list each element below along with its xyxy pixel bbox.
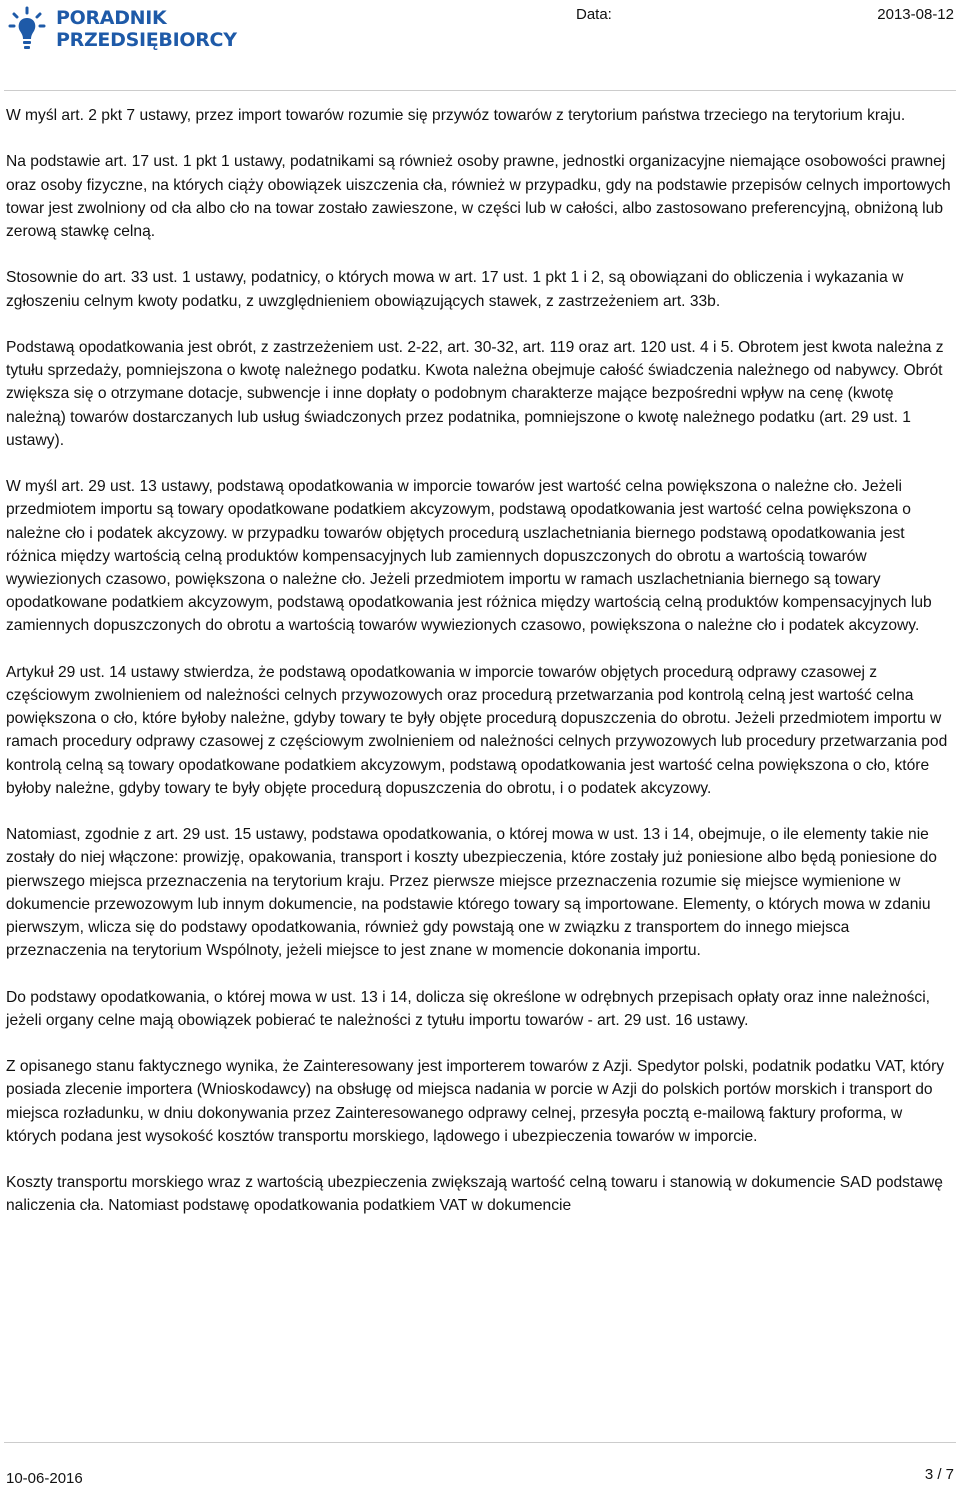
paragraph: Natomiast, zgodnie z art. 29 ust. 15 ustawy, podstawa opodatkowania, o której mowa w ust. 13 i 14, obejmuje, o ile elementy takie nie zostały do niej włączone: prowizję, opakowania, transport i koszty ubezpieczenia, które zostały już poniesione albo będą poniesione do pierwszego miejsca przeznaczenia na terytorium kraju. Przez pierwsze miejsce przeznaczenia rozumie się miejsce wymienione w dokumencie przewozowym lub innym dokumencie, na podstawie którego towary są importowane. Elementy, o których mowa w zdaniu pierwszym, wlicza się do podstawy opodatkowania, również gdy powstają one w związku z transportem do innego miejsca przeznaczenia na terytorium Wspólnoty, jeżeli miejsce to jest znane w momencie dokonania importu.	[6, 826, 937, 960]
paragraph: W myśl art. 29 ust. 13 ustawy, podstawą opodatkowania w imporcie towarów jest wartość celna powiększona o należne cło. Jeżeli przedmiotem importu są towary opodatkowane podatkiem akcyzowym, podstawą opodatkowania jest wartość celna powiększona o należne cło i podatek akcyzowy. w przypadku towarów objętych procedurą uszlachetniania biernego podstawą opodatkowania jest różnica między wartością celną produktów kompensacyjnych lub zamiennych dopuszczonych do obrotu a wartością towarów wywiezionych czasowo, powiększona o należne cło. Jeżeli przedmiotem importu w ramach uszlachetniania biernego są towary opodatkowane podatkiem akcyzowym, podstawą opodatkowania jest różnica między wartością celną produktów kompensacyjnych lub zamiennych dopuszczonych do obrotu a wartością towarów wywiezionych czasowo, powiększona o należne cło i podatek akcyzowy.	[6, 478, 932, 635]
document-body	[6, 104, 954, 1241]
paragraph: Stosownie do art. 33 ust. 1 ustawy, podatnicy, o których mowa w art. 17 ust. 1 pkt 1 i 2, są obowiązani do obliczenia i wykazania w zgłoszeniu celnym kwoty podatku, z uwzględnieniem obowiązujących stawek, z zastrzeżeniem art. 33b.	[6, 269, 904, 310]
logo-text	[56, 7, 237, 51]
paragraph: Podstawą opodatkowania jest obrót, z zastrzeżeniem ust. 2-22, art. 30-32, art. 119 oraz art. 120 ust. 4 i 5. Obrotem jest kwota należna z tytułu sprzedaży, pomniejszona o kwotę należnego podatku. Kwota należna obejmuje całość świadczenia należnego od nabywcy. Obrót zwiększa się o otrzymane dotacje, subwencje i inne dopłaty o podobnym charakterze mające bezpośredni wpływ na cenę (kwotę należną) towarów dostarczanych lub usług świadczonych przez podatnika, pomniejszone o kwotę należnego podatku (art. 29 ust. 1 ustawy).	[6, 338, 944, 449]
logo-line-1: PORADNIK	[56, 7, 167, 29]
page-header	[0, 0, 960, 90]
date-label: Data:	[576, 6, 612, 23]
footer-date: 10-06-2016	[6, 1470, 83, 1487]
footer-divider	[4, 1442, 956, 1443]
page-number: 3 / 7	[924, 1466, 954, 1483]
date-value: 2013-08-12	[877, 6, 954, 23]
lightbulb-icon	[8, 6, 46, 52]
paragraph: Na podstawie art. 17 ust. 1 pkt 1 ustawy, podatnikami są również osoby prawne, jednostki organizacyjne niemające osobowości prawnej oraz osoby fizyczne, na których ciąży obowiązek uiszczenia cła, również w przypadku, gdy na podstawie przepisów celnych importowych towar jest zwolniony od cła albo cło na towar zostało zawieszone, w części lub w całości, albo zastosowano preferencyjną, obniżoną lub zerową stawkę celną.	[6, 153, 951, 240]
paragraph: W myśl art. 2 pkt 7 ustawy, przez import towarów rozumie się przywóz towarów z terytorium państwa trzeciego na terytorium kraju.	[6, 107, 906, 124]
paragraph: Z opisanego stanu faktycznego wynika, że Zainteresowany jest importerem towarów z Azji. Spedytor polski, podatnik podatku VAT, który posiada zlecenie importera (Wnioskodawcy) na obsługę od miejsca nadania w porcie w Azji do polskich portów morskich i transport do miejsca rozładunku, w dniu dokonywania przez Zainteresowanego odprawy celnej, przesyła pocztą e-mailową faktury proforma, w których podana jest wysokość kosztów transportu morskiego, lądowego i ubezpieczenia towarów w imporcie.	[6, 1058, 945, 1145]
paragraph: Koszty transportu morskiego wraz z wartością ubezpieczenia zwiększają wartość celną towaru i stanowią w dokumencie SAD podstawę naliczenia cła. Natomiast podstawę opodatkowania podatkiem VAT w dokumencie	[6, 1174, 943, 1215]
logo-line-2: PRZEDSIĘBIORCY	[56, 29, 237, 51]
header-divider	[4, 90, 956, 91]
logo	[8, 4, 237, 54]
paragraph: Do podstawy opodatkowania, o której mowa w ust. 13 i 14, dolicza się określone w odrębnych przepisach opłaty oraz inne należności, jeżeli organy celne mają obowiązek pobierać te należności z tytułu importu towarów - art. 29 ust. 16 ustawy.	[6, 988, 931, 1029]
paragraph: Artykuł 29 ust. 14 ustawy stwierdza, że podstawą opodatkowania w imporcie towarów objętych procedurą odprawy czasowej z częściowym zwolnieniem od należności celnych przywozowych oraz procedurą przetwarzania pod kontrolą celną jest wartość celna powiększona o cło, które byłoby należne, gdyby towary te były objęte procedurą dopuszczenia do obrotu. Jeżeli przedmiotem importu w ramach procedury odprawy czasowej z częściowym zwolnieniem od należności celnych przywozowych lub procedury przetwarzania pod kontrolą celną są towary opodatkowane podatkiem akcyzowym, podstawą opodatkowania jest wartość celna powiększona o cło, które byłoby należne, gdyby towary te były objęte procedurą dopuszczenia do obrotu, i o podatek akcyzowy.	[6, 663, 948, 797]
